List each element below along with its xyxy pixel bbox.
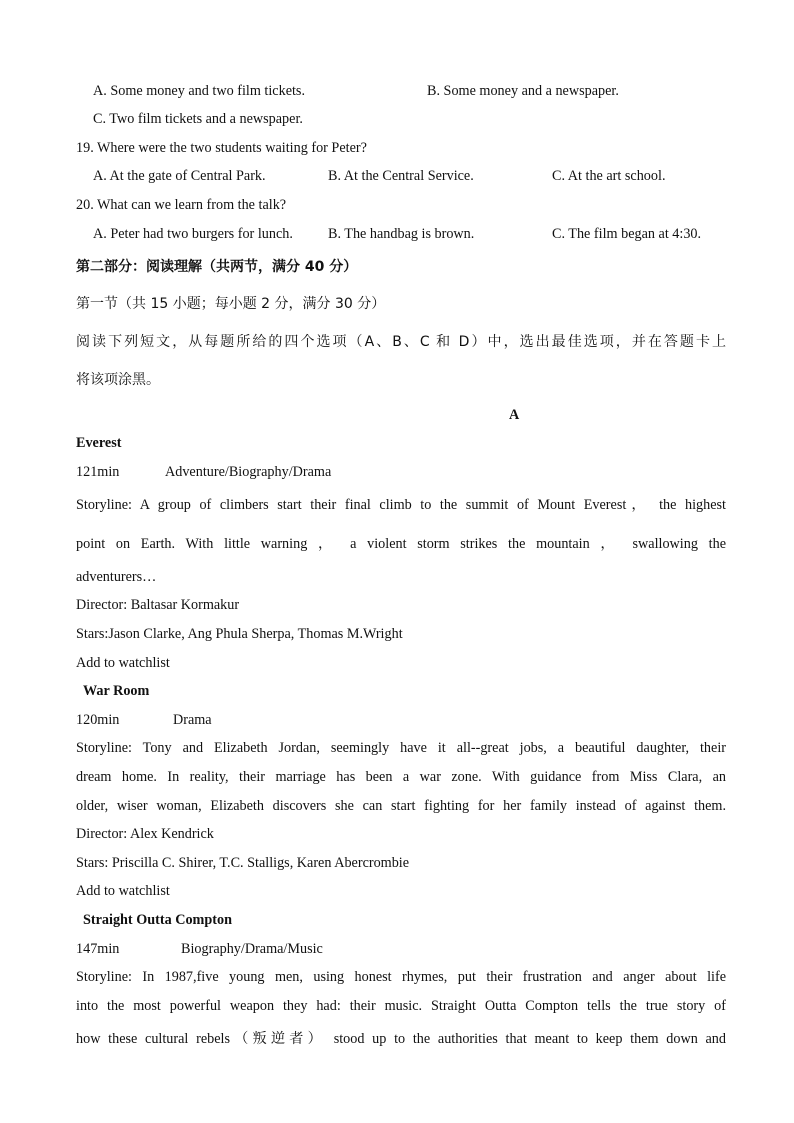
instruction-line-2: 将该项涂黑。 (76, 372, 160, 388)
q19-option-a: A. At the gate of Central Park. (93, 168, 266, 184)
movie-storyline-line-2: point on Earth. With little warning ， a violent storm strikes the mountain ， swallowing the (76, 536, 726, 552)
movie-storyline-line-2: into the most powerful weapon they had: their music. Straight Outta Compton tells the true story of (76, 998, 726, 1014)
movie-director: Director: Baltasar Kormakur (76, 597, 240, 613)
section1-heading: 第一节（共 15 小题；每小题 2 分，满分 30 分） (76, 296, 386, 312)
movie-title: War Room (83, 683, 150, 699)
movie-genre: Biography/Drama/Music (181, 941, 323, 957)
movie-storyline-line-1: Storyline: A group of climbers start their final climb to the summit of Mount Everest， the highest (76, 497, 726, 513)
movie-genre: Drama (173, 712, 212, 728)
movie-title: Everest (76, 435, 122, 451)
passage-label: A (509, 407, 520, 423)
add-to-watchlist-link[interactable]: Add to watchlist (76, 883, 170, 899)
movie-director: Director: Alex Kendrick (76, 826, 214, 842)
q20-option-b: B. The handbag is brown. (328, 226, 475, 242)
q20-option-c: C. The film began at 4:30. (552, 226, 702, 242)
part2-heading: 第二部分：阅读理解（共两节，满分 40 分） (76, 259, 358, 275)
movie-storyline-line-3: how these cultural rebels（叛逆者） stood up to the authorities that meant to keep them down and (76, 1031, 726, 1047)
q19-option-b: B. At the Central Service. (328, 168, 474, 184)
add-to-watchlist-link[interactable]: Add to watchlist (76, 655, 170, 671)
movie-runtime: 120min (76, 712, 120, 728)
q19-question: 19. Where were the two students waiting for Peter? (76, 140, 367, 156)
q18-option-c: C. Two film tickets and a newspaper. (93, 111, 303, 127)
movie-title: Straight Outta Compton (83, 912, 232, 928)
movie-storyline-line-2: dream home. In reality, their marriage has been a war zone. With guidance from Miss Clara, an (76, 769, 726, 785)
movie-storyline-line-3: older, wiser woman, Elizabeth discovers she can start fighting for her family instead of against them. (76, 798, 726, 814)
movie-runtime: 121min (76, 464, 120, 480)
q18-option-a: A. Some money and two film tickets. (93, 83, 305, 99)
movie-stars: Stars:Jason Clarke, Ang Phula Sherpa, Thomas M.Wright (76, 626, 403, 642)
q20-question: 20. What can we learn from the talk? (76, 197, 287, 213)
q20-option-a: A. Peter had two burgers for lunch. (93, 226, 293, 242)
q18-option-b: B. Some money and a newspaper. (427, 83, 619, 99)
movie-genre: Adventure/Biography/Drama (165, 464, 332, 480)
movie-stars: Stars: Priscilla C. Shirer, T.C. Stalligs, Karen Abercrombie (76, 855, 410, 871)
instruction-line-1: 阅读下列短文，从每题所给的四个选项（A、B、C 和 D）中，选出最佳选项，并在答题卡上 (76, 334, 726, 350)
movie-runtime: 147min (76, 941, 120, 957)
q19-option-c: C. At the art school. (552, 168, 666, 184)
movie-storyline-line-3: adventurers… (76, 569, 157, 585)
movie-storyline-line-1: Storyline: In 1987,five young men, using honest rhymes, put their frustration and anger about life (76, 969, 726, 985)
movie-storyline-line-1: Storyline: Tony and Elizabeth Jordan, seemingly have it all--great jobs, a beautiful daughter, their (76, 740, 726, 756)
